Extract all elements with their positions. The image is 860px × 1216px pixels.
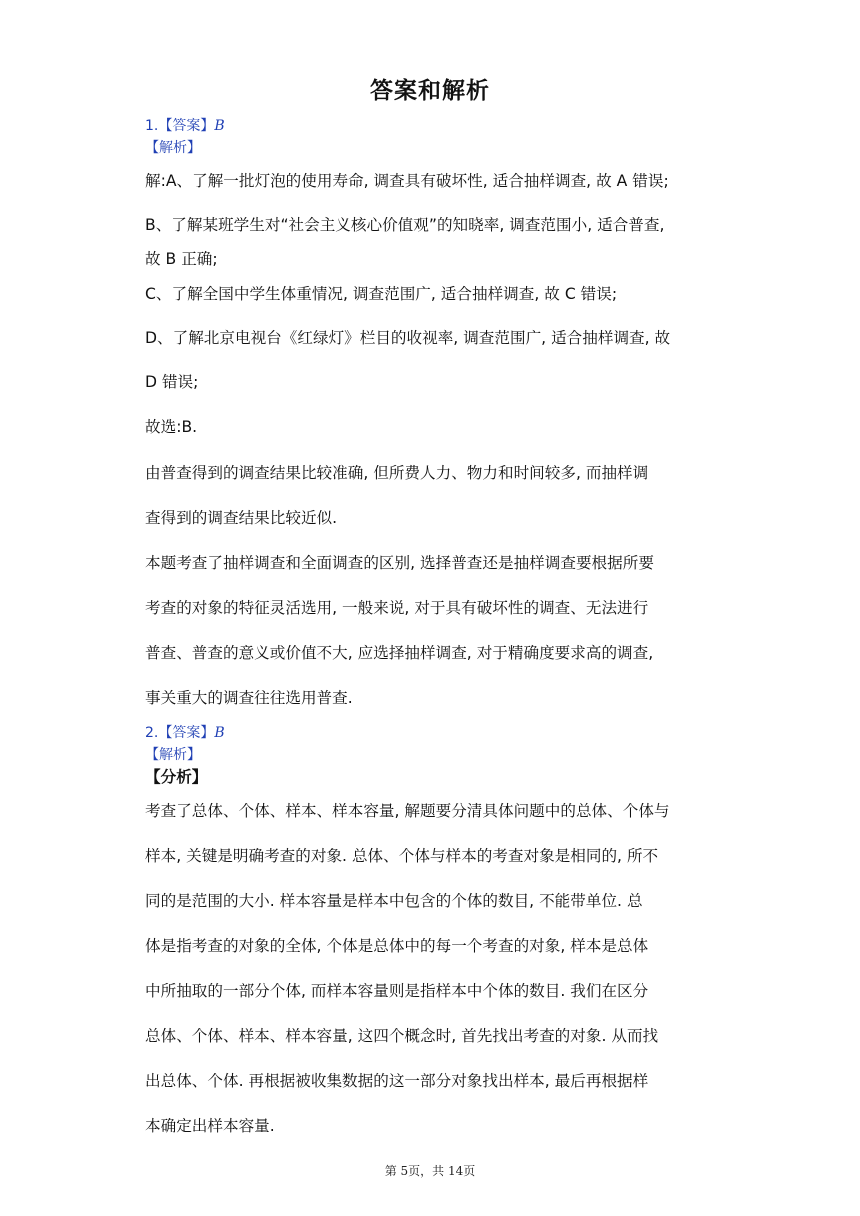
q1-line-11: 考查的对象的特征灵活选用, 一般来说, 对于具有破坏性的调查、无法进行: [145, 599, 649, 617]
q2-line-6: 总体、个体、样本、样本容量, 这四个概念时, 首先找出考查的对象. 从而找: [145, 1027, 659, 1045]
q1-answer-line: [145, 115, 225, 135]
q1-line-10: 本题考查了抽样调查和全面调查的区别, 选择普查还是抽样调查要根据所要: [145, 554, 654, 572]
q1-analysis-label: 【解析】: [145, 140, 201, 156]
q1-line-7: 故选:B.: [145, 418, 198, 436]
q2-answer-line: [145, 722, 225, 742]
page-title: 答案和解析: [370, 78, 490, 104]
q1-line-4: C、了解全国中学生体重情况, 调查范围广, 适合抽样调查, 故 C 错误;: [145, 285, 618, 303]
q2-line-4: 体是指考查的对象的全体, 个体是总体中的每一个考查的对象, 样本是总体: [145, 937, 649, 955]
q1-line-9: 查得到的调查结果比较近似.: [145, 509, 338, 527]
q1-line-13: 事关重大的调查往往选用普查.: [145, 689, 353, 707]
q2-section-label: 【分析】: [145, 768, 208, 786]
q2-line-3: 同的是范围的大小. 样本容量是样本中包含的个体的数目, 不能带单位. 总: [145, 892, 643, 910]
q1-line-1: 解:A、了解一批灯泡的使用寿命, 调查具有破坏性, 适合抽样调查, 故 A 错误;: [145, 172, 669, 190]
q2-answer-value: B: [214, 725, 225, 741]
q1-line-5: D、了解北京电视台《红绿灯》栏目的收视率, 调查范围广, 适合抽样调查, 故: [145, 329, 671, 347]
q2-line-7: 出总体、个体. 再根据被收集数据的这一部分对象找出样本, 最后再根据样: [145, 1072, 649, 1090]
q2-line-8: 本确定出样本容量.: [145, 1117, 275, 1135]
q1-line-6: D 错误;: [145, 373, 199, 391]
q1-answer-value: B: [214, 118, 225, 134]
q1-line-8: 由普查得到的调查结果比较准确, 但所费人力、物力和时间较多, 而抽样调: [145, 464, 649, 482]
q1-line-2: B、了解某班学生对“社会主义核心价值观”的知晓率, 调查范围小, 适合普查,: [145, 216, 665, 234]
q2-line-2: 样本, 关键是明确考查的对象. 总体、个体与样本的考查对象是相同的, 所不: [145, 847, 659, 865]
page-footer: 第 5页，共 14页: [384, 1164, 476, 1178]
q2-analysis-label: 【解析】: [145, 747, 201, 763]
q1-line-3: 故 B 正确;: [145, 250, 218, 268]
q1-answer-label: 1.【答案】: [145, 118, 215, 134]
q2-answer-label: 2.【答案】: [145, 725, 215, 741]
q2-line-5: 中所抽取的一部分个体, 而样本容量则是指样本中个体的数目. 我们在区分: [145, 982, 649, 1000]
q1-line-12: 普查、普查的意义或价值不大, 应选择抽样调查, 对于精确度要求高的调查,: [145, 644, 654, 662]
q2-line-1: 考查了总体、个体、样本、样本容量, 解题要分清具体问题中的总体、个体与: [145, 802, 670, 820]
